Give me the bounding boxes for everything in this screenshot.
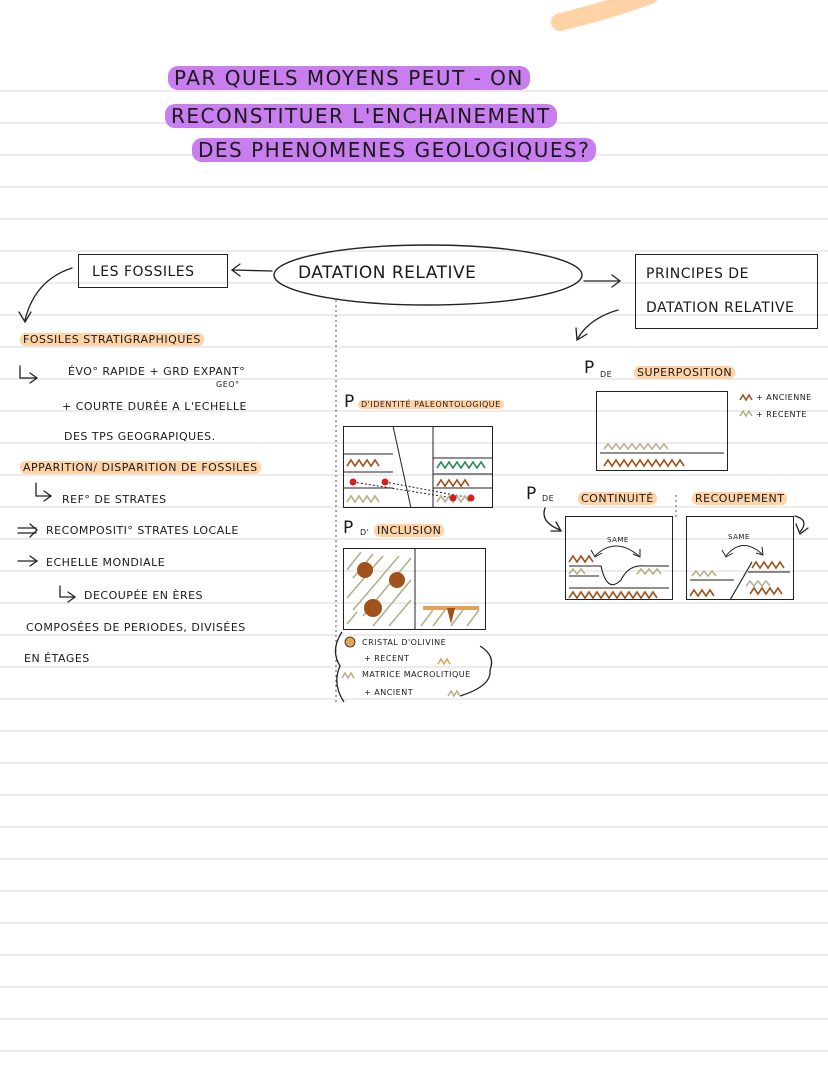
title-line-1: PAR QUELS MOYENS PEUT - ON [168, 66, 530, 90]
identite-drawing [343, 426, 493, 508]
inclusion-label: INCLUSION [374, 524, 444, 537]
inclusion-legend-3: MATRICE MACROLITIQUE [362, 670, 471, 679]
continuite-label: CONTINUITÉ [578, 492, 657, 505]
center-label: DATATION RELATIVE [298, 263, 477, 283]
recoupement-label: RECOUPEMENT [692, 492, 787, 505]
inclusion-legend-4: + ANCIENT [364, 688, 414, 697]
fossils-line-1b: GEO° [216, 380, 240, 389]
inclusion-legend-1: CRISTAL D'OLIVINE [362, 638, 447, 647]
legend-recente: + RECENTE [756, 410, 807, 419]
inclusion-p: P [343, 518, 354, 538]
fossils-line-4: REF° DE STRATES [62, 493, 167, 506]
title-line-2: RECONSTITUER L'ENCHAINEMENT [165, 104, 557, 128]
inclusion-de: D' [360, 528, 370, 537]
continuite-de: DE [542, 494, 555, 503]
identite-label: D'IDENTITÉ PALEONTOLOGIQUE [358, 400, 504, 409]
superposition-drawing [596, 391, 728, 471]
inclusion-drawing [343, 548, 486, 630]
superposition-label: SUPERPOSITION [634, 366, 735, 379]
fossils-line-7: DECOUPÉE EN ÈRES [84, 589, 204, 602]
continuite-drawing [565, 516, 673, 600]
identite-p: P [344, 392, 355, 412]
fossils-line-2: + COURTE DURÉE A L'ECHELLE [62, 400, 247, 413]
superposition-de: DE [600, 370, 613, 379]
fossils-heading: FOSSILES STRATIGRAPHIQUES [20, 333, 204, 346]
recoupement-drawing [686, 516, 794, 600]
fossils-heading-2: APPARITION/ DISPARITION DE FOSSILES [20, 461, 261, 474]
fossils-line-8: COMPOSÉES DE PERIODES, DIVISÉES [26, 621, 246, 634]
legend-ancienne: + ANCIENNE [756, 393, 812, 402]
principles-box-line-1: PRINCIPES DE [646, 266, 749, 282]
inclusion-legend-2: + RECENT [364, 654, 410, 663]
continuite-same: SAME [607, 536, 629, 544]
superposition-legend-swatches [738, 392, 758, 422]
fossils-line-6: ECHELLE MONDIALE [46, 556, 166, 569]
fossils-line-3: DES TPS GEOGRAPIQUES. [64, 430, 216, 443]
fossils-line-9: EN ÉTAGES [24, 652, 90, 665]
fossils-line-1: ÉVO° RAPIDE + GRD EXPANT° [68, 365, 246, 378]
fossils-line-5: RECOMPOSITI° STRATES LOCALE [46, 524, 239, 537]
title-line-3: DES PHENOMENES GEOLOGIQUES? [192, 138, 596, 162]
fossils-box-label: LES FOSSILES [92, 264, 195, 280]
recoupement-same: SAME [728, 533, 750, 541]
principles-box-line-2: DATATION RELATIVE [646, 300, 795, 316]
superposition-p: P [584, 358, 595, 378]
continuite-p: P [526, 484, 537, 504]
